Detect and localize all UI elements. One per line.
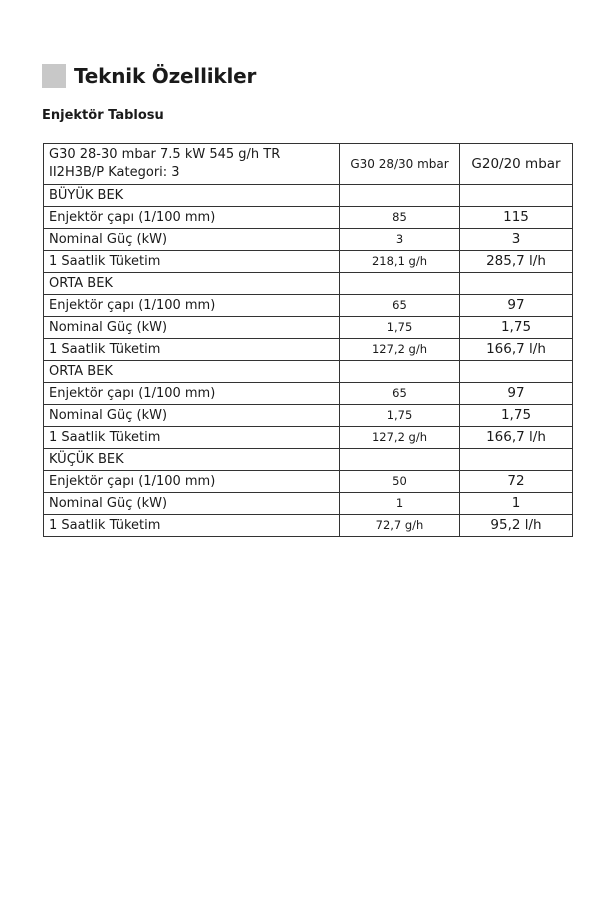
g20-value: 72 xyxy=(460,471,573,493)
table-row xyxy=(44,207,573,229)
row-label: BÜYÜK BEK xyxy=(44,185,340,207)
g30-value: 72,7 g/h xyxy=(340,515,460,537)
table-row xyxy=(44,317,573,339)
g20-value: 3 xyxy=(460,229,573,251)
g30-value: 1 xyxy=(340,493,460,515)
table-row xyxy=(44,185,573,207)
g30-value: 50 xyxy=(340,471,460,493)
row-label: 1 Saatlik Tüketim xyxy=(44,515,340,537)
table-row xyxy=(44,273,573,295)
row-label: 1 Saatlik Tüketim xyxy=(44,339,340,361)
g20-value: 115 xyxy=(460,207,573,229)
g30-value: 1,75 xyxy=(340,405,460,427)
g20-value: 97 xyxy=(460,383,573,405)
table-row xyxy=(44,361,573,383)
section-heading xyxy=(42,64,256,88)
table-row xyxy=(44,405,573,427)
table-row xyxy=(44,449,573,471)
g20-value xyxy=(460,449,573,471)
g30-value xyxy=(340,273,460,295)
header-line-1: G30 28-30 mbar 7.5 kW 545 g/h TR xyxy=(49,147,281,162)
table-row xyxy=(44,515,573,537)
row-label: Enjektör çapı (1/100 mm) xyxy=(44,471,340,493)
heading-marker xyxy=(42,64,66,88)
g20-value: 166,7 l/h xyxy=(460,339,573,361)
table-row xyxy=(44,383,573,405)
g30-value xyxy=(340,361,460,383)
g20-value: 166,7 l/h xyxy=(460,427,573,449)
row-label: Nominal Güç (kW) xyxy=(44,493,340,515)
g30-value: 1,75 xyxy=(340,317,460,339)
g20-value: 95,2 l/h xyxy=(460,515,573,537)
g20-value: 1 xyxy=(460,493,573,515)
g30-value: 127,2 g/h xyxy=(340,339,460,361)
g20-value: 1,75 xyxy=(460,405,573,427)
row-label: ORTA BEK xyxy=(44,273,340,295)
g20-value: 285,7 l/h xyxy=(460,251,573,273)
g20-value: 97 xyxy=(460,295,573,317)
table-title: Enjektör Tablosu xyxy=(42,108,164,123)
g30-value: 127,2 g/h xyxy=(340,427,460,449)
row-label: ORTA BEK xyxy=(44,361,340,383)
g20-value xyxy=(460,273,573,295)
header-line-2: II2H3B/P Kategori: 3 xyxy=(49,165,180,180)
table-row xyxy=(44,339,573,361)
row-label: Nominal Güç (kW) xyxy=(44,317,340,339)
table-row xyxy=(44,471,573,493)
row-label: Nominal Güç (kW) xyxy=(44,405,340,427)
row-label: Enjektör çapı (1/100 mm) xyxy=(44,207,340,229)
g30-value: 218,1 g/h xyxy=(340,251,460,273)
g20-value: 1,75 xyxy=(460,317,573,339)
row-label: Enjektör çapı (1/100 mm) xyxy=(44,295,340,317)
table-header-row xyxy=(44,144,573,185)
g30-value: 65 xyxy=(340,295,460,317)
row-label: Enjektör çapı (1/100 mm) xyxy=(44,383,340,405)
table-row xyxy=(44,251,573,273)
header-cell-g30: G30 28/30 mbar xyxy=(340,144,460,185)
row-label: 1 Saatlik Tüketim xyxy=(44,427,340,449)
g30-value: 3 xyxy=(340,229,460,251)
injector-table xyxy=(43,143,573,537)
table-row xyxy=(44,295,573,317)
g30-value xyxy=(340,449,460,471)
g30-value: 65 xyxy=(340,383,460,405)
row-label: KÜÇÜK BEK xyxy=(44,449,340,471)
page-title: Teknik Özellikler xyxy=(74,64,257,88)
table-row xyxy=(44,493,573,515)
header-cell-g20: G20/20 mbar xyxy=(460,144,573,185)
table-row xyxy=(44,229,573,251)
header-cell-description xyxy=(44,144,340,185)
g20-value xyxy=(460,361,573,383)
g30-value xyxy=(340,185,460,207)
row-label: 1 Saatlik Tüketim xyxy=(44,251,340,273)
g30-value: 85 xyxy=(340,207,460,229)
g20-value xyxy=(460,185,573,207)
row-label: Nominal Güç (kW) xyxy=(44,229,340,251)
table-row xyxy=(44,427,573,449)
